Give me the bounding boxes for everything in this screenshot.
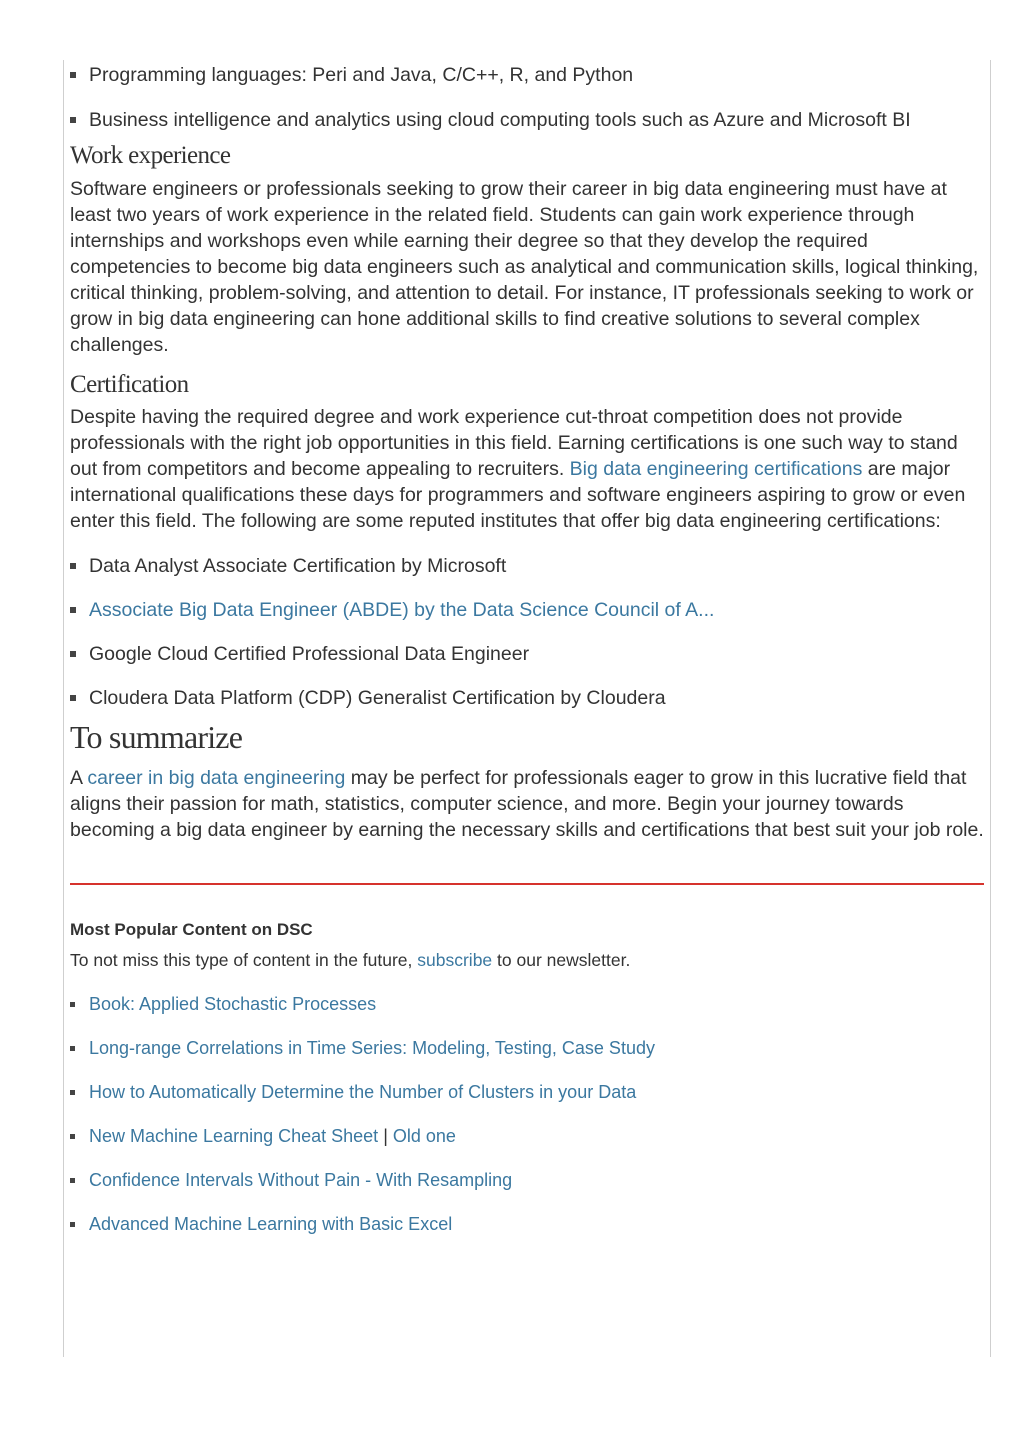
- popular-link[interactable]: How to Automatically Determine the Number of Clusters in your Data: [89, 1082, 637, 1102]
- certification-heading: Certification: [70, 371, 189, 398]
- career-link[interactable]: career in big data engineering: [87, 767, 346, 789]
- list-item: [70, 993, 984, 1015]
- skills-list: [70, 62, 984, 133]
- work-experience-paragraph: Software engineers or professionals seeking to grow their career in big data engineering must have at least two years of work experience in the related field. Students can gain work experience through internships and workshops even while earning their degree so that they develop the required competencies to become big data engineers such as analytical and communication skills, logical thinking, critical thinking, problem-solving, and attention to detail. For instance, IT professionals seeking to work or grow in big data engineering can hone additional skills to find creative solutions to several complex challenges.: [70, 178, 979, 356]
- list-item: [70, 1081, 984, 1103]
- square-bullet-icon: [70, 117, 76, 123]
- newsletter-line: To not miss this type of content in the future, subscribe to our newsletter.: [70, 950, 631, 970]
- old-one-link[interactable]: Old one: [392, 1126, 456, 1146]
- subscribe-link[interactable]: subscribe: [417, 950, 493, 970]
- list-item: [70, 1037, 984, 1059]
- popular-link[interactable]: Book: Applied Stochastic Processes: [89, 994, 377, 1014]
- list-item: Cloudera Data Platform (CDP) Generalist Certification by Cloudera: [70, 685, 984, 711]
- popular-link[interactable]: New Machine Learning Cheat Sheet: [89, 1126, 379, 1146]
- square-bullet-icon: [70, 1134, 75, 1139]
- certification-paragraph: Despite having the required degree and work experience cut-throat competition does not provide professionals with the right job opportunities in this field. Earning certifications is one such way to stand out from competitors and become appealing to recruiters. Big data engineering certifications are major international qualifications these days for programmers and software engineers aspiring to grow or even enter this field. The following are some reputed institutes that offer big data engineering certifications:: [70, 406, 966, 532]
- list-item: [70, 1169, 984, 1191]
- square-bullet-icon: [70, 607, 76, 613]
- list-item: Programming languages: Peri and Java, C/C++, R, and Python: [70, 62, 984, 88]
- popular-link[interactable]: Long-range Correlations in Time Series: Modeling, Testing, Case Study: [89, 1038, 655, 1058]
- certification-list: [70, 553, 984, 711]
- certifications-link[interactable]: Big data engineering certifications: [569, 458, 863, 480]
- list-item: Google Cloud Certified Professional Data Engineer: [70, 641, 984, 667]
- list-item: Business intelligence and analytics using cloud computing tools such as Azure and Microsoft BI: [70, 107, 984, 133]
- popular-heading: Most Popular Content on DSC: [70, 920, 313, 939]
- list-item: [70, 1213, 984, 1235]
- abde-link[interactable]: Associate Big Data Engineer (ABDE) by the Data Science Council of A...: [89, 599, 715, 621]
- square-bullet-icon: [70, 72, 76, 78]
- popular-link[interactable]: Confidence Intervals Without Pain - With Resampling: [89, 1170, 513, 1190]
- square-bullet-icon: [70, 1178, 75, 1183]
- square-bullet-icon: [70, 695, 76, 701]
- popular-link[interactable]: Advanced Machine Learning with Basic Excel: [89, 1214, 453, 1234]
- work-experience-heading: Work experience: [70, 142, 231, 169]
- summary-heading: To summarize: [70, 719, 243, 755]
- square-bullet-icon: [70, 1046, 75, 1051]
- square-bullet-icon: [70, 1222, 75, 1227]
- square-bullet-icon: [70, 651, 76, 657]
- square-bullet-icon: [70, 1090, 75, 1095]
- summary-paragraph: A career in big data engineering may be perfect for professionals eager to grow in this lucrative field that aligns their passion for math, statistics, computer science, and more. Begin your journey towards becoming a big data engineer by earning the necessary skills and certifications that best suit your job role.: [70, 767, 984, 841]
- article-content: [70, 60, 984, 1257]
- list-item: Data Analyst Associate Certification by Microsoft: [70, 553, 984, 579]
- square-bullet-icon: [70, 1002, 75, 1007]
- popular-list: [70, 993, 984, 1235]
- list-item: New Machine Learning Cheat Sheet | Old one: [70, 1125, 984, 1147]
- square-bullet-icon: [70, 563, 76, 569]
- list-item: [70, 597, 984, 623]
